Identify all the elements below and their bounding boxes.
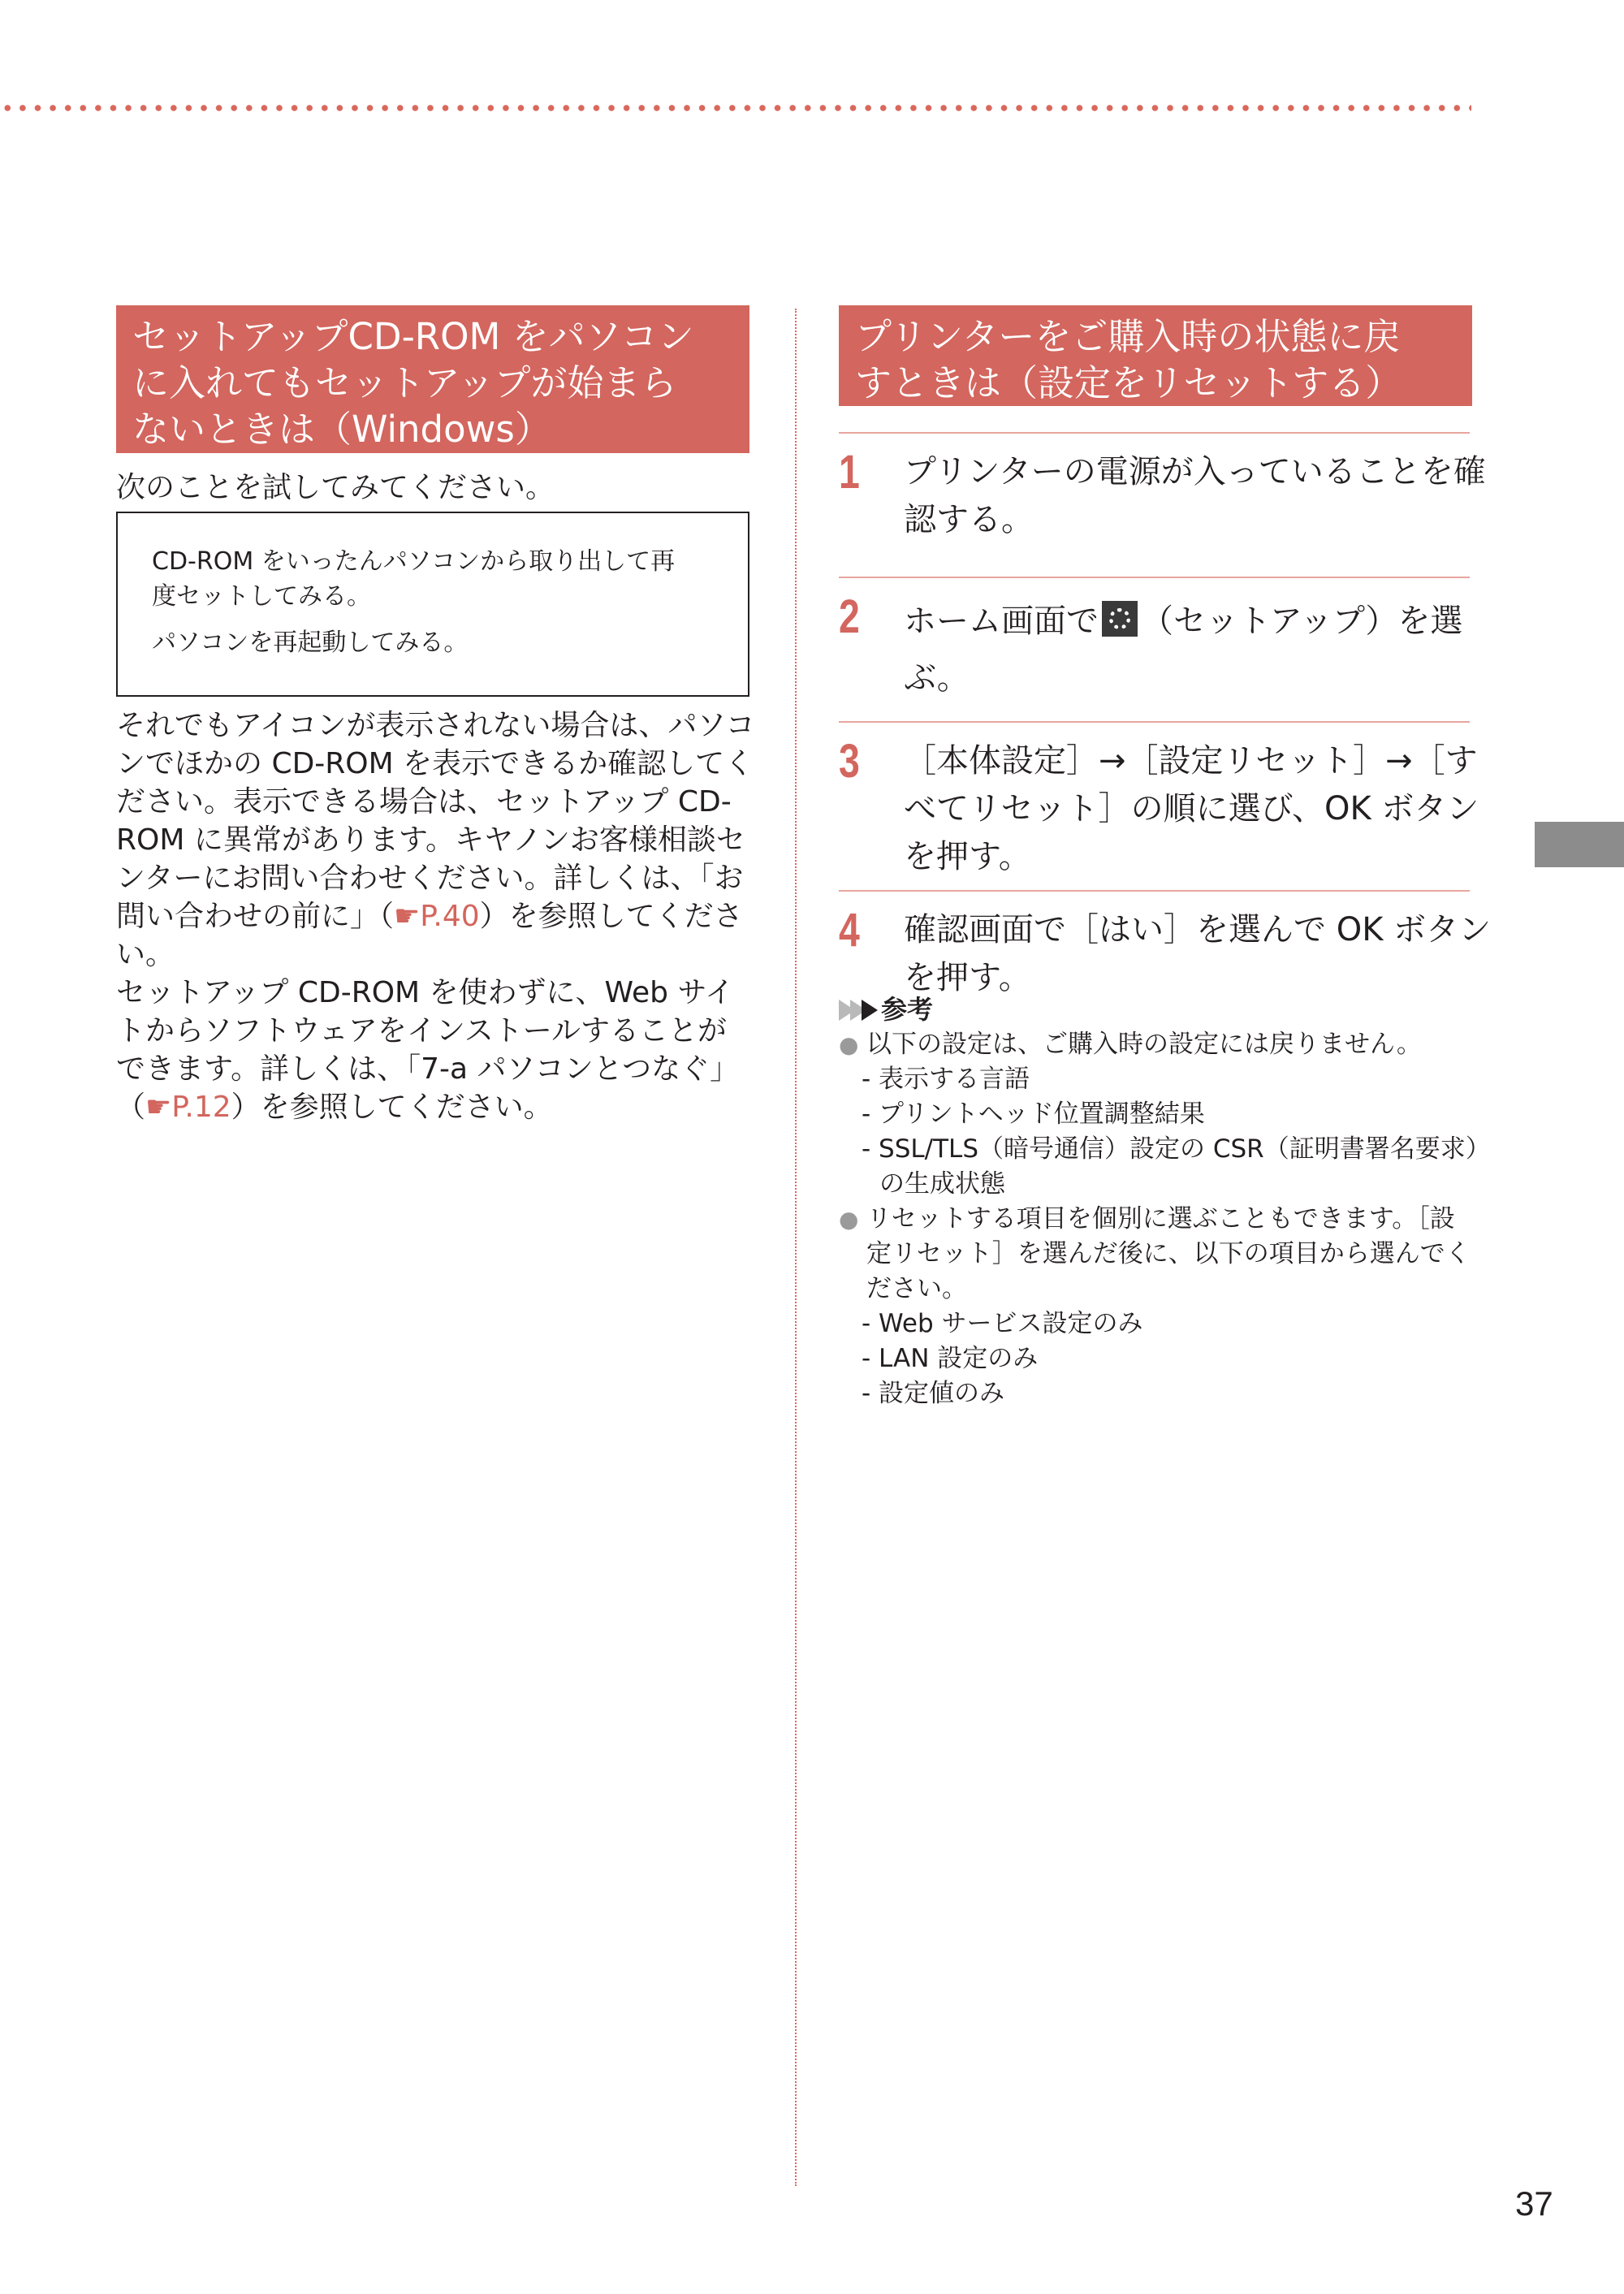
bullet-icon <box>839 1027 866 1062</box>
note-subitem: - プリントヘッド位置調整結果 <box>862 1099 1205 1129</box>
bullet-icon <box>839 1202 866 1307</box>
step-3 <box>839 721 1479 885</box>
top-dotted-rule <box>0 104 1471 112</box>
step-4 <box>839 890 1492 996</box>
column-separator <box>795 309 797 2186</box>
left-intro: 次のことを試してみてください。 <box>116 471 555 504</box>
step-text: ［本体設定］→［設定リセット］→［す べてリセット］の順に選び、OK ボタン を押す。 <box>904 742 1479 875</box>
left-paragraph-2: セットアップ CD-ROM を使わずに、Web サイ トからソフトウェアをインストールすることが できます。詳しくは、「7-a パソコンとつなぐ」 （☛P.12）を参照してください。 <box>116 976 740 1124</box>
page-number: 37 <box>1515 2184 1553 2223</box>
page-reference-link[interactable]: ☛P.12 <box>145 1091 231 1124</box>
troubleshoot-box <box>116 512 749 697</box>
box-item-2: パソコンを再起動してみる。 <box>152 629 469 657</box>
step-number: 4 <box>839 904 860 957</box>
note-subitem: - Web サービス設定のみ <box>862 1309 1143 1338</box>
note-subitem: - 設定値のみ <box>862 1379 1005 1408</box>
section-tab-marker <box>1535 822 1624 867</box>
box-item-1: CD-ROM をいったんパソコンから取り出して再 度セットしてみる。 <box>152 547 676 611</box>
note-bullet-2: ● リセットする項目を個別に選ぶこともできます。［設 定リセット］を選んだ後に、以下の項目から選んでく ださい。 <box>839 1202 1472 1307</box>
right-section-heading: プリンターをご購入時の状態に戻 すときは（設定をリセットする） <box>839 305 1472 406</box>
left-section-heading: セットアップCD-ROM をパソコン に入れてもセットアップが始まら ないときは（Windows） <box>116 305 749 453</box>
setup-gear-icon <box>1102 601 1138 637</box>
step-2 <box>839 577 1470 716</box>
step-text: 確認画面で［はい］を選んで OK ボタン を押す。 <box>904 911 1492 996</box>
step-number: 3 <box>839 735 860 788</box>
reference-note <box>839 992 1491 1411</box>
note-title: 参考 <box>839 992 1472 1027</box>
step-1 <box>839 432 1486 572</box>
note-subitem: - LAN 設定のみ <box>862 1344 1039 1373</box>
note-subitem: - 表示する言語 <box>862 1065 1030 1094</box>
step-text: ホーム画面で （セットアップ）を選 ぶ。 <box>904 603 1463 697</box>
step-number: 2 <box>839 590 860 643</box>
step-text: プリンターの電源が入っていることを確 認する。 <box>904 453 1486 538</box>
note-subitem-continuation: の生成状態 <box>879 1169 1005 1199</box>
note-subitem: - SSL/TLS（暗号通信）設定の CSR（証明書署名要求） <box>862 1134 1491 1164</box>
left-paragraph-1: それでもアイコンが表示されない場合は、パソコ ンでほかの CD-ROM を表示できるか確認してく ださい。表示できる場合は、セットアップ CD- ROM に異常があります。キヤノンお客様相談セ ンターにお問い合わせください。詳しくは、「お 問い合わせの前に」（☛P.40）を参照してくださ い。 <box>116 709 755 971</box>
step-number: 1 <box>839 446 860 499</box>
triple-chevron-icon <box>839 1000 873 1021</box>
note-bullet-1: ● 以下の設定は、ご購入時の設定には戻りません。 <box>839 1027 1472 1062</box>
page-reference-link[interactable]: ☛P.40 <box>394 900 480 933</box>
